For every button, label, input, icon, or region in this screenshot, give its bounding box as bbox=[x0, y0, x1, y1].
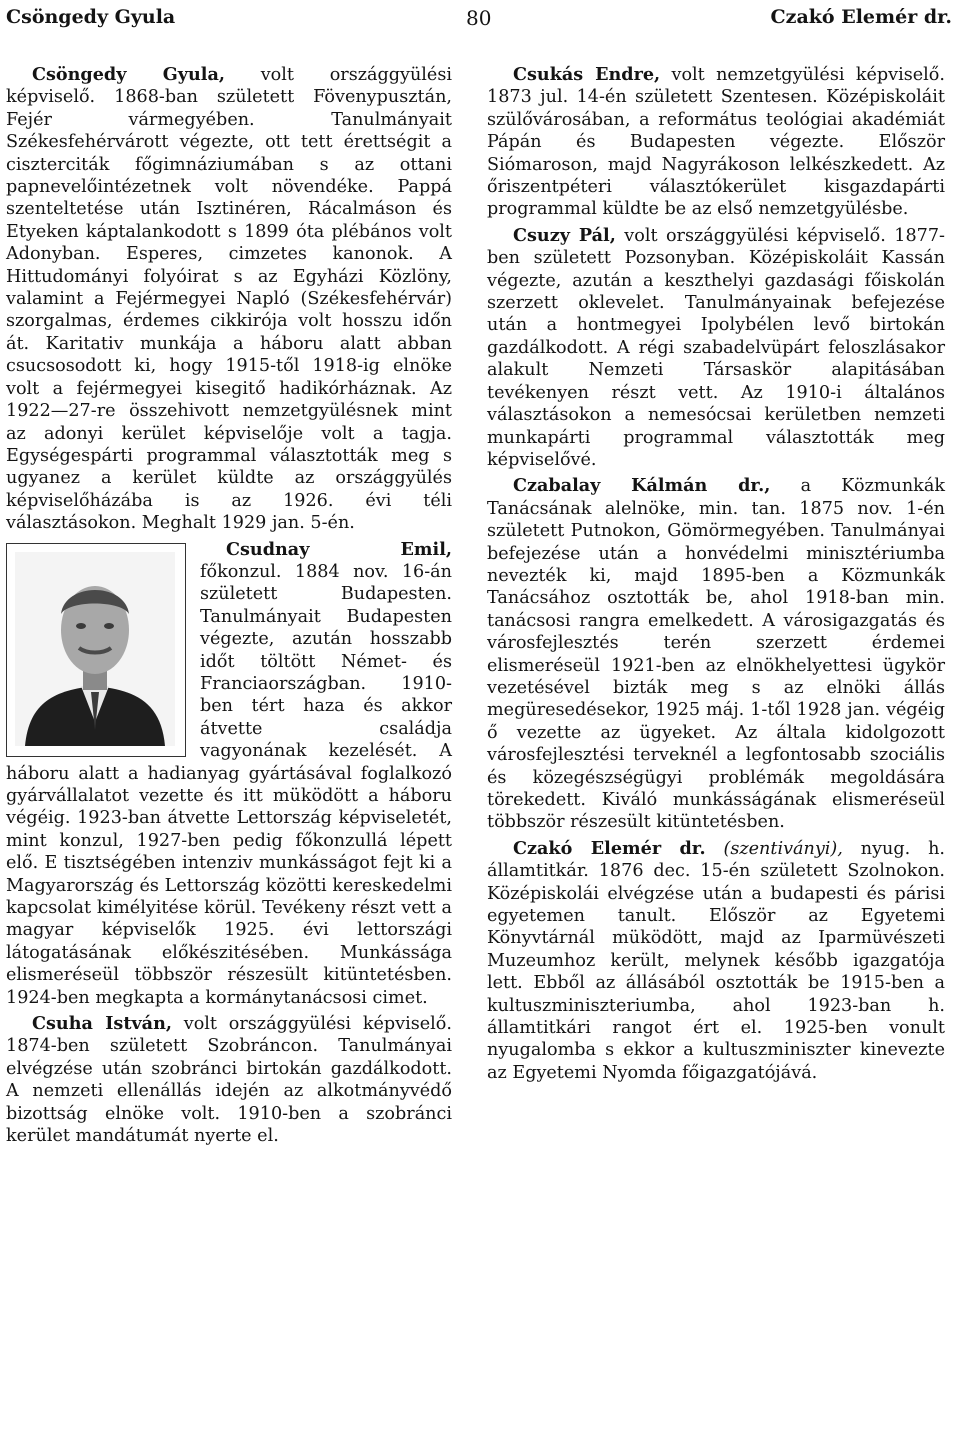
entry-name: Csuha István, bbox=[32, 1013, 172, 1035]
page-header bbox=[6, 6, 952, 36]
entry-name: Czabalay Kálmán dr., bbox=[513, 475, 771, 497]
entry-czabalay-kalman bbox=[487, 475, 945, 834]
entry-text: a Közmunkák Tanácsának alelnöke, min. tan. 1875 nov. 1-én született Putnokon, Gömörmegyében. Tanulmányai befejezése után a honvédelmi minisztériumba nevezték ki, majd 1895-ben a Közmunkák Tanácsához osztották be, ahol 1918-ban min. tanácsosi rangra emelkedett. A városigazgatás és városfejlesztés terén szerzett érdemei elismeréseül 1921-ben az elnökhelyettesi ügykör vezetésével bizták meg s az elnöki állás megüresedésekor, 1925 máj. 1-től 1928 jan. végéig ő vezette az ügyeket. Az általa kidolgozott városfejlesztési terveknél a legfontosabb szociális és közegészségügyi problémák megoldására törekedett. Kiváló munkásságának elismeréseül többször részesült kitüntetésben. bbox=[487, 476, 945, 833]
portrait-photo bbox=[6, 543, 186, 757]
portrait-man-image bbox=[15, 552, 175, 746]
entry-csuha-istvan bbox=[6, 1013, 452, 1147]
entry-csukas-endre bbox=[487, 64, 945, 221]
entry-name: Czakó Elemér dr. bbox=[513, 837, 706, 859]
entry-name: Csöngedy Gyula, bbox=[32, 64, 225, 85]
entry-epithet: (szentiványi), bbox=[723, 838, 843, 859]
right-column bbox=[487, 64, 945, 1088]
entry-csuzy-pal bbox=[487, 225, 945, 471]
running-head-left: Csöngedy Gyula bbox=[6, 6, 176, 28]
entry-csongedy-gyula bbox=[6, 64, 452, 535]
entry-name: Csuzy Pál, bbox=[513, 224, 616, 246]
entry-text: nyug. h. államtitkár. 1876 dec. 15-én született Szolnokon. Középiskolái elvégzése után a budapesti és párisi egyetemen tanult. Először az Egyetemi Könyvtárnál müködött, majd az Iparmüvészeti Muzeumhoz került, melynek később igazgatója lett. Ebből az állásából osztották be 1915-ben a kultuszminiszteriumba, ahol 1923-ban h. államtitkári rangot ért el. 1925-ben vonult nyugalomba s ekkor a kultuszminiszter kinevezte az Egyetemi Nyomda főigazgatójává. bbox=[487, 838, 945, 1083]
entry-text: főkonzul. 1884 nov. 16-án született Budapesten. Tanulmányait Budapesten végezte, azután hosszabb időt töltött Német- és Franciaországban. 1910-ben tért haza és akkor átvette családja vagyonának kezelését. A háboru alatt a hadianyag gyártásával foglalkozó gyárvállalatot vezette és itt müködött a háboru végéig. 1923-ban átvette Lettország képviseletét, mint konzul, 1927-ben pedig főkonzullá lépett elő. E tisztségében intenziv munkásságot fejt ki a Magyarország és Lettország közötti kereskedelmi kapcsolat kimélyitése körül. Tevékeny részt vett a magyar képviselők 1925. évi lettországi látogatásának előkészitésében. Munkássága elismeréseül többször részesült kitüntetésben. 1924-ben megkapta a kormánytanácsosi cimet. bbox=[6, 561, 452, 1008]
entry-csudnay-emil bbox=[6, 539, 452, 1010]
entry-name: Csukás Endre, bbox=[513, 64, 661, 85]
entry-text: volt országgyülési képviselő. 1868-ban született Fövenypusztán, Fejér vármegyében. Tanulmányait Székesfehérvárott végezte, ott tett érettségit a ciszterciták főgimnáziumában s az ottani papnevelőintézetnek volt növendéke. Pappá szenteltetése után Isztinéren, Rácalmáson és Etyeken káptalankodott s 1899 óta plébános volt Adonyban. Esperes, cimzetes kanonok. A Hittudományi folyóirat s az Egyházi Közlöny, valamint a Fejérmegyei Napló (Székesfehérvár) szorgalmas, érdemes cikkirója volt hosszu időn át. Karitativ munkája a háboru alatt abban csucsosodott ki, hogy 1915-től 1918-ig elnöke volt a fejérmegyei kisegitő hadikórháznak. Az 1922—27-re összehivott nemzetgyülésnek mint az adonyi kerület képviselője volt a tagja. Egységespárti programmal választották meg s ugyanez a kerület küldte az országgyülés képviselőházába is az 1926. évi téli választásokon. Meghalt 1929 jan. 5-én. bbox=[6, 65, 452, 534]
left-column bbox=[6, 64, 452, 1152]
running-head-right: Czakó Elemér dr. bbox=[770, 6, 952, 28]
entry-text: volt országgyülési képviselő. 1877-ben született Pozsonyban. Középiskoláit Kassán végezte, azután a keszthelyi gazdasági főiskolán szerzett oklevelet. Tanulmányainak befejezése után a hontmegyei Ipolybélen levő birtokán gazdálkodott. A régi szabadelvüpárt feloszlásakor alakult Nemzeti Társaskör alapitásában tevékenyen részt vett. Az 1910-i általános választásokon a nemesócsai kerületben nemzeti munkapárti programmal választották meg képviselővé. bbox=[487, 225, 945, 470]
entry-text: volt országgyülési képviselő. 1874-ben született Szobráncon. Tanulmányai elvégzése után szobránci birtokán gazdálkodott. A nemzeti ellenállás idején az alkotmányvédő bizottság elnöke volt. 1910-ben a szobránci kerület mandátumát nyerte el. bbox=[6, 1014, 452, 1147]
entry-name: Csudnay Emil, bbox=[226, 538, 452, 560]
entry-text: volt nemzetgyülési képviselő. 1873 jul. 14-én született Szentesen. Középiskoláit szülővárosában, a református teológiai akadémiát Pápán és Budapesten végezte. Először Siómaroson, majd Nagyrákoson lelkészkedett. Az őriszentpéteri választókerület kisgazdapárti programmal küldte be az első nemzetgyülésbe. bbox=[487, 65, 945, 220]
entry-czako-elemer bbox=[487, 838, 945, 1084]
page-number: 80 bbox=[466, 6, 492, 30]
